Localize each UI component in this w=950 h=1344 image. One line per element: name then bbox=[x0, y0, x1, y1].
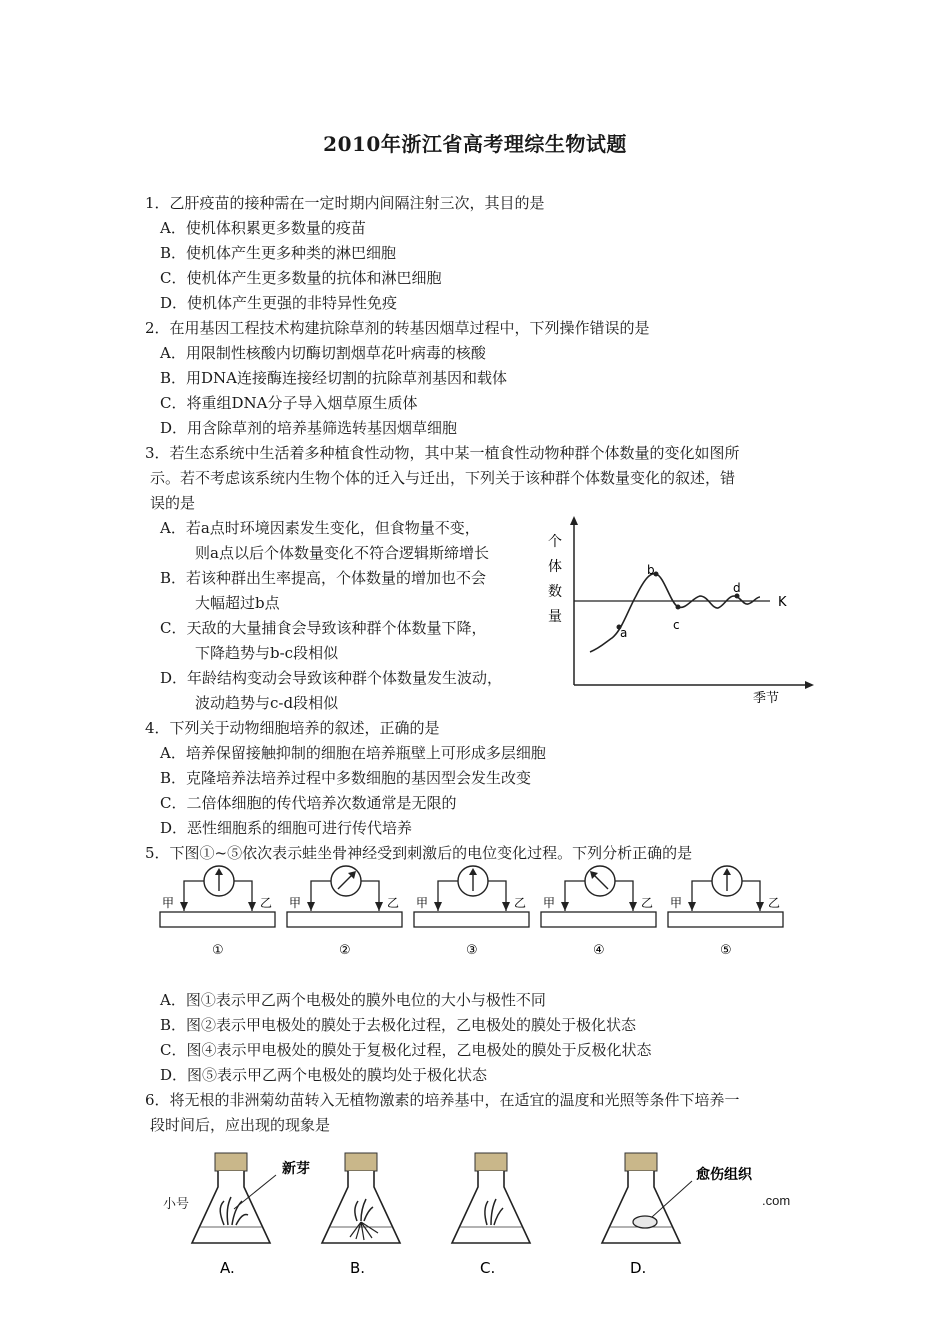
q3-option-d-line1: D．年龄结构变动会导致该种群个体数量发生波动， bbox=[160, 669, 503, 687]
q1-option-a: A．使机体积累更多数量的疫苗 bbox=[160, 219, 366, 237]
svg-text:乙: 乙 bbox=[260, 896, 273, 910]
svg-text:A.: A. bbox=[220, 1259, 235, 1277]
q4-option-d: D．恶性细胞系的细胞可进行传代培养 bbox=[160, 819, 413, 837]
svg-text:C.: C. bbox=[480, 1259, 496, 1277]
q4-stem: 4．下列关于动物细胞培养的叙述，正确的是 bbox=[145, 719, 440, 737]
graph-ylabel-char-2: 体 bbox=[548, 559, 562, 575]
point-c-label: c bbox=[673, 618, 680, 632]
q5-option-a: A．图①表示甲乙两个电极处的膜外电位的大小与极性不同 bbox=[160, 991, 546, 1009]
population-graph bbox=[540, 510, 830, 710]
q2-option-a: A．用限制性核酸内切酶切割烟草花叶病毒的核酸 bbox=[160, 344, 486, 362]
flask-d bbox=[602, 1153, 753, 1277]
q2-option-b: B．用DNA连接酶连接经切割的抗除草剂基因和载体 bbox=[160, 369, 508, 387]
q5-option-b: B．图②表示甲电极处的膜处于去极化过程，乙电极处的膜处于极化状态 bbox=[160, 1016, 637, 1034]
q3-option-d-line2: 波动趋势与c-d段相似 bbox=[195, 694, 339, 712]
q3-stem-line1: 3．若生态系统中生活着多种植食性动物，其中某一植食性动物种群个体数量的变化如图所 bbox=[145, 444, 740, 462]
svg-text:①: ① bbox=[212, 943, 224, 958]
q1-stem: 1．乙肝疫苗的接种需在一定时期内间隔注射三次，其目的是 bbox=[145, 194, 545, 212]
q6-stem-line1: 6．将无根的非洲菊幼苗转入无植物激素的培养基中，在适宜的温度和光照等条件下培养一 bbox=[145, 1091, 740, 1109]
nerve-figure-1 bbox=[160, 866, 275, 958]
graph-x-arrow bbox=[805, 681, 814, 689]
svg-text:新芽: 新芽 bbox=[282, 1161, 310, 1177]
q4-option-c: C．二倍体细胞的传代培养次数通常是无限的 bbox=[160, 794, 457, 812]
q4-option-a: A．培养保留接触抑制的细胞在培养瓶壁上可形成多层细胞 bbox=[160, 744, 546, 762]
nerve-figure-4 bbox=[541, 866, 656, 958]
point-a-label: a bbox=[620, 626, 628, 640]
footer-left-text: 小号 bbox=[163, 1197, 190, 1212]
flask-a bbox=[192, 1153, 310, 1277]
q3-option-b-line2: 大幅超过b点 bbox=[195, 594, 280, 612]
svg-text:②: ② bbox=[339, 943, 351, 958]
point-b-label: b bbox=[647, 563, 655, 577]
footer-right-text: .com bbox=[762, 1193, 791, 1208]
q3-option-a-line1: A．若a点时环境因素发生变化，但食物量不变， bbox=[160, 519, 480, 537]
svg-text:乙: 乙 bbox=[641, 896, 654, 910]
nerve-figure-2 bbox=[287, 866, 402, 958]
point-c bbox=[676, 605, 681, 610]
graph-ylabel-char-4: 量 bbox=[548, 609, 562, 625]
nerve-potential-figures bbox=[155, 862, 795, 967]
q2-stem: 2．在用基因工程技术构建抗除草剂的转基因烟草过程中，下列操作错误的是 bbox=[145, 319, 650, 337]
svg-text:甲: 甲 bbox=[416, 896, 429, 910]
nerve-figure-5 bbox=[668, 866, 783, 958]
q3-stem-line3: 误的是 bbox=[150, 494, 196, 512]
q4-option-b: B．克隆培养法培养过程中多数细胞的基因型会发生改变 bbox=[160, 769, 532, 787]
flask-b bbox=[322, 1153, 400, 1277]
svg-text:⑤: ⑤ bbox=[720, 943, 732, 958]
q3-stem-line2: 示。若不考虑该系统内生物个体的迁入与迁出，下列关于该种群个体数量变化的叙述，错 bbox=[150, 469, 736, 487]
page-title: 2010年浙江省高考理综生物试题 bbox=[323, 132, 627, 156]
q2-option-c: C．将重组DNA分子导入烟草原生质体 bbox=[160, 394, 418, 412]
nerve-figure-3 bbox=[414, 866, 529, 958]
svg-text:甲: 甲 bbox=[162, 896, 175, 910]
q1-option-d: D．使机体产生更强的非特异性免疫 bbox=[160, 294, 398, 312]
q3-option-b-line1: B．若该种群出生率提高，个体数量的增加也不会 bbox=[160, 569, 487, 587]
svg-text:甲: 甲 bbox=[670, 896, 683, 910]
q3-option-c-line1: C．天敌的大量捕食会导致该种群个体数量下降， bbox=[160, 619, 487, 637]
svg-text:乙: 乙 bbox=[387, 896, 400, 910]
point-d-label: d bbox=[733, 581, 741, 595]
q5-option-d: D．图⑤表示甲乙两个电极处的膜均处于极化状态 bbox=[160, 1066, 488, 1084]
svg-text:④: ④ bbox=[593, 943, 605, 958]
carrying-capacity-label: K bbox=[778, 595, 787, 610]
q5-stem: 5．下图①~⑤依次表示蛙坐骨神经受到刺激后的电位变化过程。下列分析正确的是 bbox=[145, 844, 693, 862]
flask-c bbox=[452, 1153, 530, 1277]
svg-text:愈伤组织: 愈伤组织 bbox=[696, 1167, 752, 1183]
q6-stem-line2: 段时间后，应出现的现象是 bbox=[150, 1116, 331, 1134]
graph-ylabel-char-3: 数 bbox=[548, 584, 562, 600]
svg-text:甲: 甲 bbox=[289, 896, 302, 910]
flask-figures bbox=[180, 1145, 800, 1285]
q3-option-a-line2: 则a点以后个体数量变化不符合逻辑斯缔增长 bbox=[195, 544, 489, 562]
q5-option-c: C．图④表示甲电极处的膜处于复极化过程，乙电极处的膜处于反极化状态 bbox=[160, 1041, 652, 1059]
svg-text:乙: 乙 bbox=[514, 896, 527, 910]
q3-option-c-line2: 下降趋势与b-c段相似 bbox=[195, 644, 339, 662]
graph-ylabel-char-1: 个 bbox=[548, 534, 562, 550]
svg-text:甲: 甲 bbox=[543, 896, 556, 910]
svg-text:D.: D. bbox=[630, 1259, 647, 1277]
svg-text:③: ③ bbox=[466, 943, 478, 958]
graph-xlabel: 季节 bbox=[753, 691, 780, 706]
graph-y-arrow bbox=[570, 516, 578, 525]
q2-option-d: D．用含除草剂的培养基筛选转基因烟草细胞 bbox=[160, 419, 458, 437]
q1-option-c: C．使机体产生更多数量的抗体和淋巴细胞 bbox=[160, 269, 442, 287]
svg-text:B.: B. bbox=[350, 1259, 366, 1277]
q1-option-b: B．使机体产生更多种类的淋巴细胞 bbox=[160, 244, 397, 262]
svg-text:乙: 乙 bbox=[768, 896, 781, 910]
